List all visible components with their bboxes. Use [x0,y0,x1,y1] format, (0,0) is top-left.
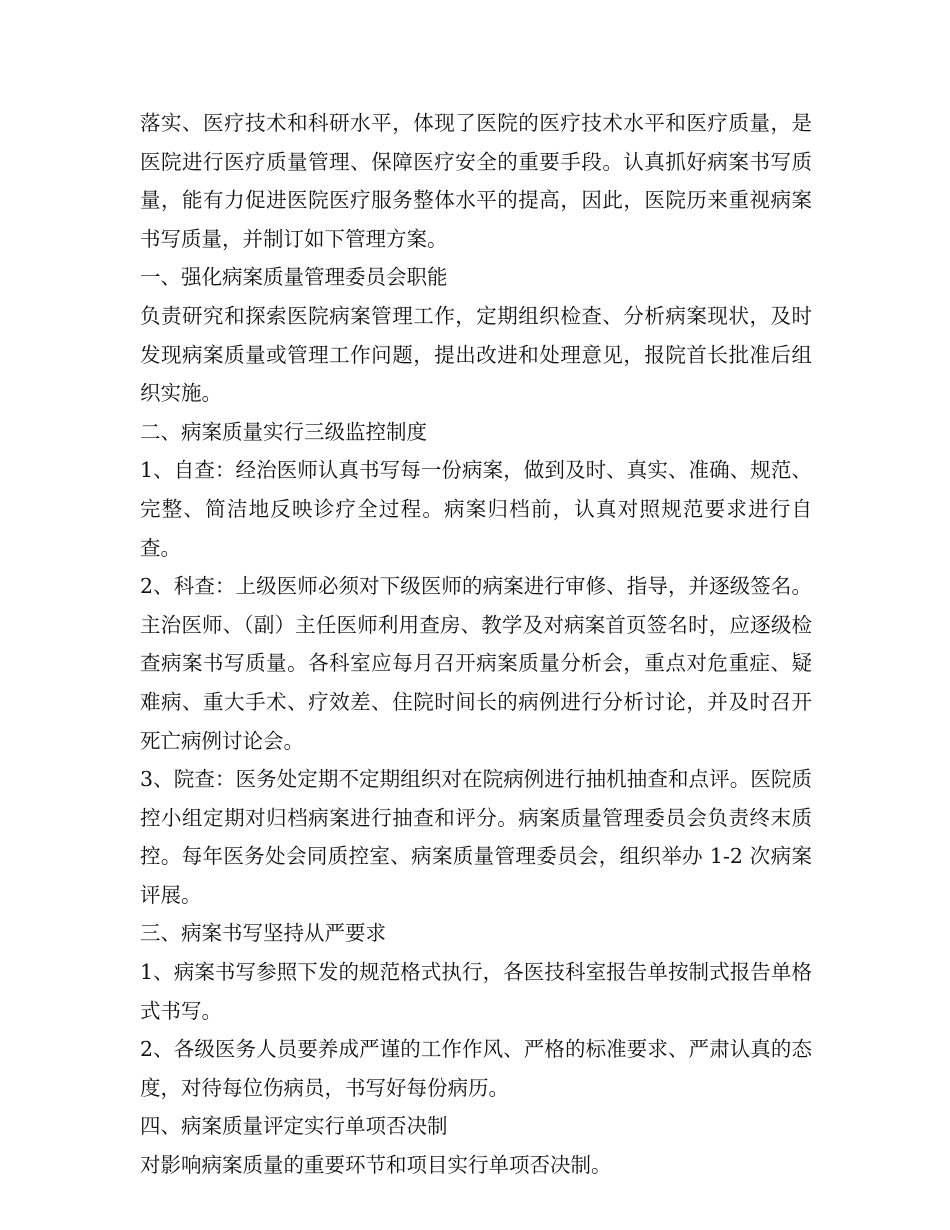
intro-paragraph: 落实、医疗技术和科研水平，体现了医院的医疗技术水平和医疗质量，是医院进行医疗质量管理、保障医疗安全的重要手段。认真抓好病案书写质量，能有力促进医院医疗服务整体水平的提高，因此，医院历来重视病案书写质量，并制订如下管理方案。 [140,111,812,251]
section-heading-3: 三、病案书写坚持从严要求 [140,921,386,946]
document-body [140,104,812,1185]
writing-format-paragraph: 1、病案书写参照下发的规范格式执行，各医技科室报告单按制式报告单格式书写。 [140,960,812,1023]
section-1-paragraph: 负责研究和探索医院病案管理工作，定期组织检查、分析病案现状，及时发现病案质量或管理工作问题，提出改进和处理意见，报院首长批准后组织实施。 [140,303,812,406]
self-check-paragraph: 1、自查：经治医师认真书写每一份病案，做到及时、真实、准确、规范、完整、简洁地反映诊疗全过程。病案归档前，认真对照规范要求进行自查。 [140,458,812,560]
section-heading-4: 四、病案质量评定实行单项否决制 [140,1114,448,1139]
department-check-paragraph: 2、科查：上级医师必须对下级医师的病案进行审修、指导，并逐级签名。主治医师、（副）主任医师利用查房、教学及对病案首页签名时，应逐级检查病案书写质量。各科室应每月召开病案质量分析会，重点对危重症、疑难病、重大手术、疗效差、住院时间长的病例进行分析讨论，并及时召开死亡病例讨论会。 [140,574,812,753]
staff-conduct-paragraph: 2、各级医务人员要养成严谨的工作作风、严格的标准要求、严肃认真的态度，对待每位伤病员，书写好每份病历。 [140,1037,812,1100]
section-heading-1: 一、强化病案质量管理委员会职能 [140,265,448,290]
section-heading-2: 二、病案质量实行三级监控制度 [140,419,427,444]
veto-paragraph: 对影响病案质量的重要环节和项目实行单项否决制。 [140,1153,612,1178]
hospital-check-paragraph: 3、院查：医务处定期不定期组织对在院病例进行抽机抽查和点评。医院质控小组定期对归档病案进行抽查和评分。病案质量管理委员会负责终末质控。每年医务处会同质控室、病案质量管理委员会，组织举办 1-2 次病案评展。 [140,767,812,907]
